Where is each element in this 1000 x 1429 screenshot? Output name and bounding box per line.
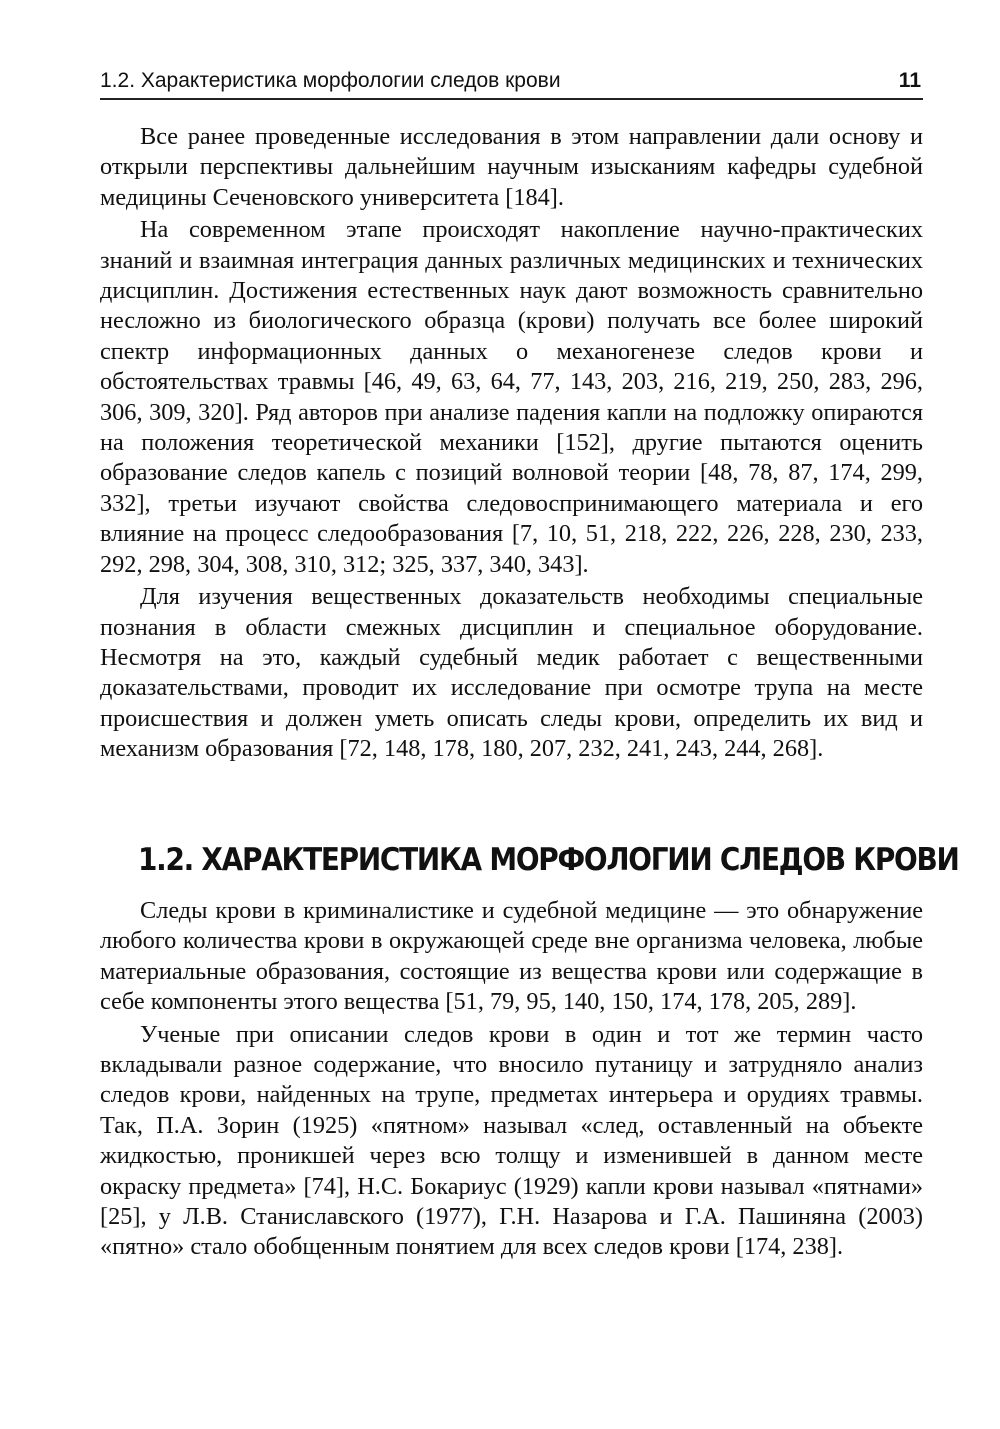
text-block-section — [100, 896, 923, 1263]
paragraph: Ученые при описании следов крови в один и тот же термин часто вкладывали разное содержание, что вносило путаницу и затрудняло анализ следов крови, найденных на трупе, предметах интерьера и орудиях травмы. Так, П.А. Зорин (1925) «пятном» называл «след, оставленный на объекте жидкостью, проникшей через всю толщу и изменившей в данном месте окраску предмета» [74], Н.С. Бокариус (1929) капли крови называл «пятнами» [25], у Л.В. Станиславского (1977), Г.Н. Назарова и Г.А. Пашиняна (2003) «пятно» стало обобщенным понятием для всех следов крови [174, 238]. — [100, 1020, 923, 1261]
paragraph: На современном этапе происходят накопление научно-практических знаний и взаимная интеграция данных различных медицинских и технических дисциплин. Достижения естественных наук дают возможность сравнительно несложно из биологического образца (крови) получать все более широкий спектр информационных данных о механогенезе следов крови и обстоятельствах травмы [46, 49, 63, 64, 77, 143, 203, 216, 219, 250, 283, 296, 306, 309, 320]. Ряд авторов при анализе падения капли на подложку опираются на положения теоретической механики [152], другие пытаются оценить образование следов капель с позиций волновой теории [48, 78, 87, 174, 299, 332], третьи изучают свойства следовоспринимающего материала и его влияние на процесс следообразования [7, 10, 51, 218, 222, 226, 228, 230, 233, 292, 298, 304, 308, 310, 312; 325, 337, 340, 343]. — [100, 216, 923, 578]
running-header — [100, 64, 923, 100]
section-heading: 1.2. ХАРАКТЕРИСТИКА МОРФОЛОГИИ СЛЕДОВ КРОВИ — [138, 842, 959, 878]
text-block-intro — [100, 122, 923, 765]
page-number: 11 — [898, 69, 921, 92]
running-title: 1.2. Характеристика морфологии следов крови — [100, 69, 561, 92]
paragraph: Следы крови в криминалистике и судебной медицине — это обнаружение любого количества крови в окружающей среде вне организма человека, любые материальные образования, состоящие из вещества крови или содержащие в себе компоненты этого вещества [51, 79, 95, 140, 150, 174, 178, 205, 289]. — [100, 897, 923, 1016]
paragraph: Для изучения вещественных доказательств необходимы специальные познания в области смежных дисциплин и специальное оборудование. Несмотря на это, каждый судебный медик работает с вещественными доказательствами, проводит их исследование при осмотре трупа на месте происшествия и должен уметь описать следы крови, определить их вид и механизм образования [72, 148, 178, 180, 207, 232, 241, 243, 244, 268]. — [100, 583, 923, 763]
paragraph: Все ранее проведенные исследования в этом направлении дали основу и открыли перспективы дальнейшим научным изысканиям кафедры судебной медицины Сеченовского университета [184]. — [100, 123, 923, 211]
